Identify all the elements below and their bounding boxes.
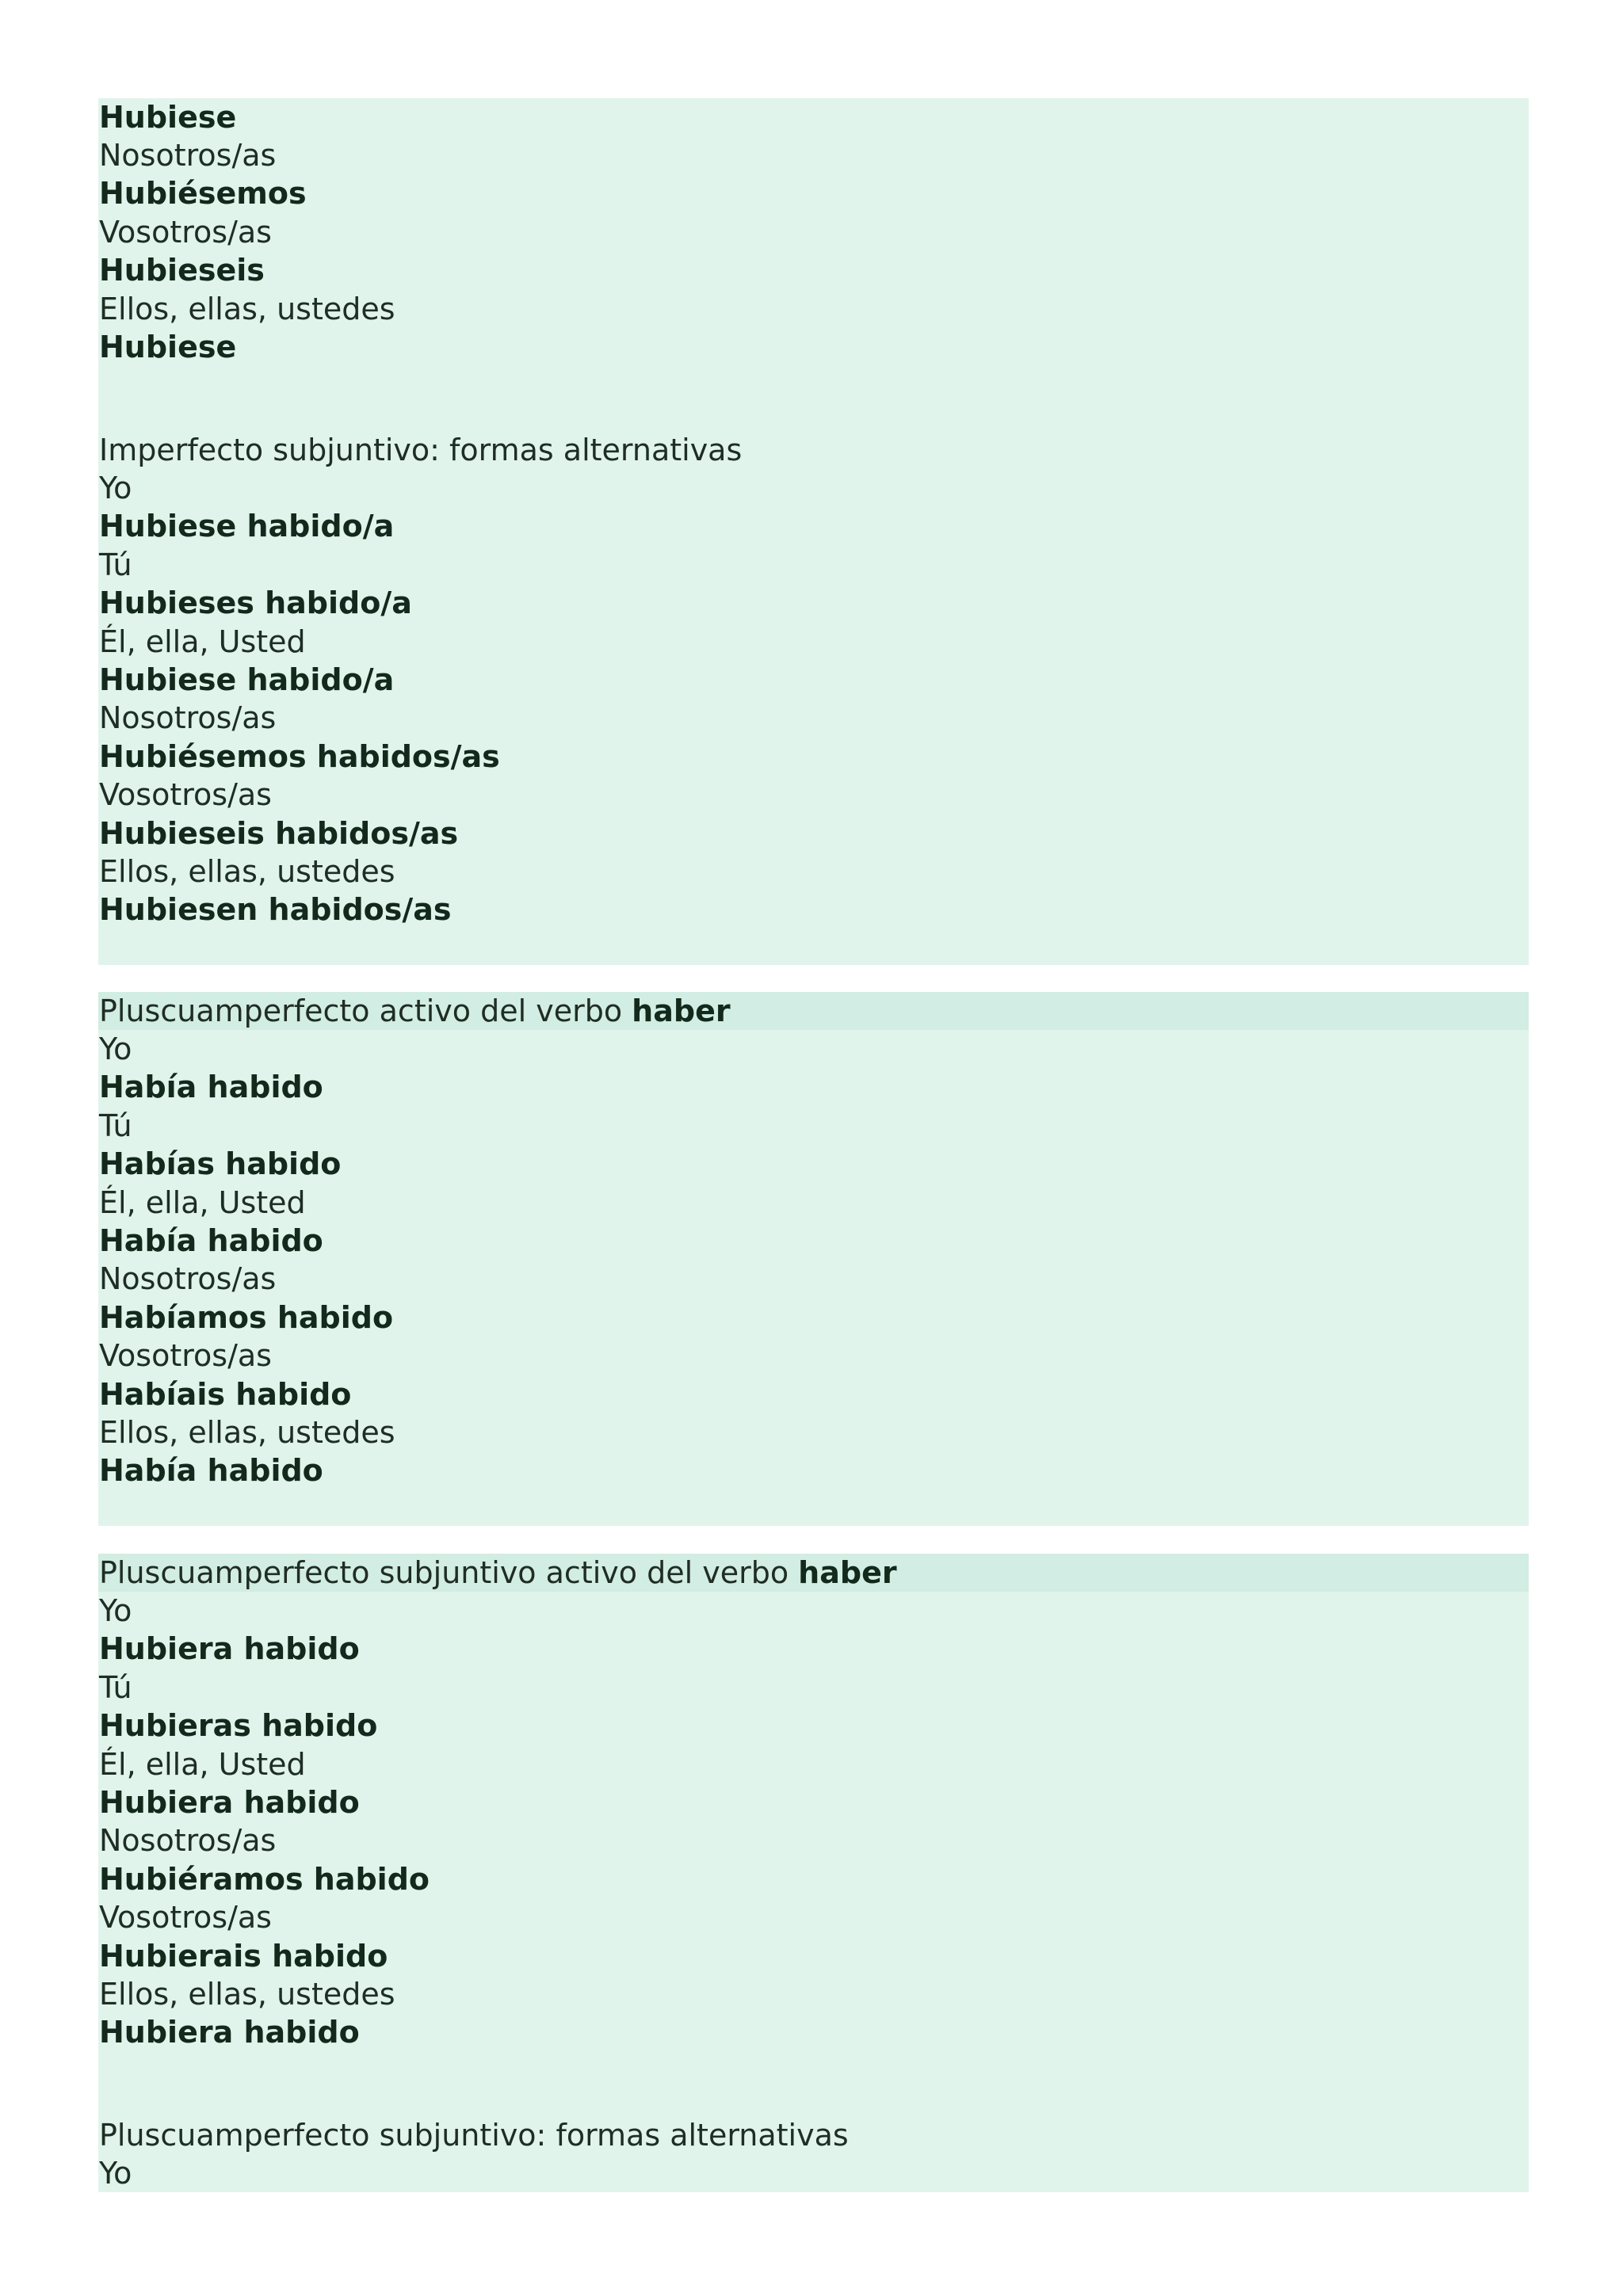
conjugation-form: Hubiera habido <box>99 1631 360 1666</box>
pronoun-label: Ellos, ellas, ustedes <box>99 854 395 889</box>
section-heading <box>98 992 1529 1030</box>
conjugation-form: Habíamos habido <box>99 1300 394 1335</box>
conjugation-form: Hubiéramos habido <box>99 1862 430 1897</box>
pronoun-label: Nosotros/as <box>99 138 277 173</box>
alternative-forms-heading: Imperfecto subjuntivo: formas alternativas <box>99 433 743 467</box>
pronoun-label: Yo <box>99 2156 132 2191</box>
pluscuamperfecto-subjuntivo-panel <box>98 1554 1529 2192</box>
pronoun-label: Vosotros/as <box>99 215 272 250</box>
pronoun-label: Ellos, ellas, ustedes <box>99 1415 395 1450</box>
pronoun-label: Yo <box>99 1593 132 1628</box>
conjugation-form: Hubiera habido <box>99 2015 360 2050</box>
section-heading-text: Pluscuamperfecto subjuntivo activo del verbo <box>99 1555 799 1590</box>
conjugation-form: Hubiese habido/a <box>99 509 395 543</box>
conjugation-form: Habías habido <box>99 1146 342 1181</box>
pluscuamperfecto-activo-panel <box>98 992 1529 1526</box>
pronoun-label: Yo <box>99 471 132 505</box>
conjugation-form: Hubieseis habidos/as <box>99 816 459 851</box>
pronoun-label: Nosotros/as <box>99 1261 277 1296</box>
pronoun-label: Él, ella, Usted <box>99 1185 306 1220</box>
conjugation-form: Hubiesen habidos/as <box>99 892 452 927</box>
pronoun-label: Tú <box>99 547 132 582</box>
pronoun-label: Tú <box>99 1670 132 1705</box>
pronoun-label: Él, ella, Usted <box>99 624 306 659</box>
conjugation-form: Había habido <box>99 1453 323 1488</box>
pronoun-label: Nosotros/as <box>99 700 277 735</box>
pronoun-label: Vosotros/as <box>99 777 272 812</box>
conjugation-form: Hubieras habido <box>99 1708 378 1743</box>
pronoun-label: Tú <box>99 1108 132 1143</box>
pronoun-label: Ellos, ellas, ustedes <box>99 292 395 326</box>
conjugation-form: Hubiera habido <box>99 1785 360 1820</box>
section-heading-verb: haber <box>798 1555 897 1590</box>
pronoun-label: Yo <box>99 1032 132 1066</box>
pronoun-label: Vosotros/as <box>99 1900 272 1935</box>
section-heading-verb: haber <box>632 994 731 1028</box>
conjugation-form: Había habido <box>99 1223 323 1258</box>
conjugation-form: Hubiese <box>99 330 237 364</box>
pronoun-label: Vosotros/as <box>99 1338 272 1373</box>
conjugation-form: Había habido <box>99 1070 323 1104</box>
pronoun-label: Nosotros/as <box>99 1823 277 1858</box>
conjugation-form: Hubieseis <box>99 253 265 288</box>
conjugation-form: Hubiésemos habidos/as <box>99 739 500 774</box>
alternative-forms-heading: Pluscuamperfecto subjuntivo: formas alternativas <box>99 2118 849 2153</box>
conjugation-form: Hubiésemos <box>99 176 307 211</box>
section-heading-text: Pluscuamperfecto activo del verbo <box>99 994 632 1028</box>
conjugation-form: Habíais habido <box>99 1377 352 1412</box>
conjugation-form: Hubiese habido/a <box>99 662 395 697</box>
pronoun-label: Él, ella, Usted <box>99 1747 306 1782</box>
conjugation-form: Hubiese <box>99 100 237 135</box>
pronoun-label: Ellos, ellas, ustedes <box>99 1977 395 2012</box>
imperfecto-subjuntivo-panel <box>98 98 1529 965</box>
conjugation-form: Hubierais habido <box>99 1939 388 1974</box>
section-heading <box>98 1554 1529 1592</box>
conjugation-form: Hubieses habido/a <box>99 585 412 620</box>
